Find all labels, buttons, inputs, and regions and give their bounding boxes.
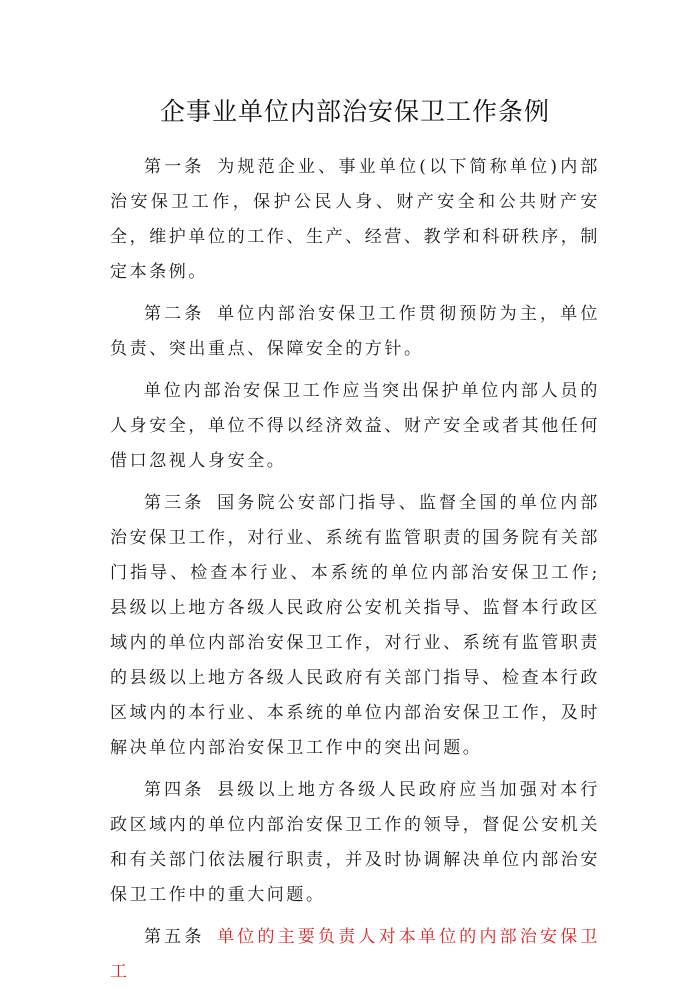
article-paragraph	[110, 297, 600, 367]
article-label: 第三条	[144, 493, 205, 513]
article-paragraph	[110, 773, 600, 913]
article-text: 国务院公安部门指导、监督全国的单位内部治安保卫工作，对行业、系统有监管职责的国务院有关部门指导、检查本行业、本系统的单位内部治安保卫工作;县级以上地方各级人民政府公安机关指导、监督本行政区域内的单位内部治安保卫工作，对行业、系统有监管职责的县级以上地方各级人民政府有关部门指导、检查本行政区域内的本行业、本系统的单位内部治安保卫工作，及时解决单位内部治安保卫工作中的突出问题。	[110, 493, 600, 758]
article-text: 县级以上地方各级人民政府应当加强对本行政区域内的单位内部治安保卫工作的领导，督促公安机关和有关部门依法履行职责，并及时协调解决单位内部治安保卫工作中的重大问题。	[110, 780, 600, 905]
article-text: 单位内部治安保卫工作贯彻预防为主，单位负责、突出重点、保障安全的方针。	[110, 304, 600, 359]
highlighted-article-text: 单位的主要负责人对本单位的内部治安保卫工	[110, 927, 600, 982]
article-label: 第四条	[144, 780, 205, 800]
document-title: 企事业单位内部治安保卫工作条例	[159, 97, 550, 126]
article-label: 第一条	[144, 157, 205, 177]
article-paragraph	[110, 150, 600, 290]
article-paragraph	[110, 374, 600, 479]
article-label: 第五条	[144, 927, 205, 947]
article-text: 为规范企业、事业单位(以下简称单位)内部治安保卫工作，保护公民人身、财产安全和公共财产安全，维护单位的工作、生产、经营、教学和科研秩序，制定本条例。	[110, 157, 600, 282]
article-text: 单位内部治安保卫工作应当突出保护单位内部人员的人身安全，单位不得以经济效益、财产安全或者其他任何借口忽视人身安全。	[110, 381, 600, 471]
article-paragraph	[110, 920, 600, 990]
article-label: 第二条	[144, 304, 205, 324]
article-paragraph	[110, 486, 600, 766]
